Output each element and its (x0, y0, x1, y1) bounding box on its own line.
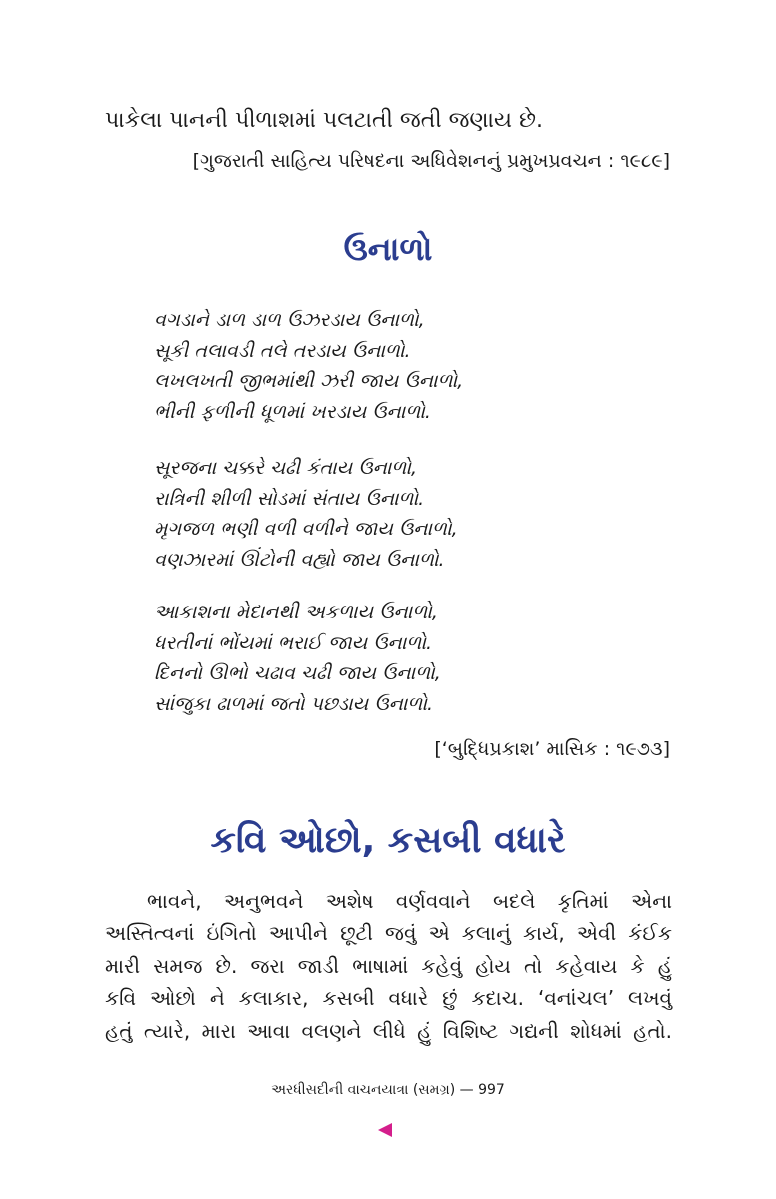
poem-citation: [‘બુદ્ધિપ્રકાશ’ માસિક : ૧૯૭૩] (434, 738, 670, 760)
poem-line: લખલખતી જીભમાંથી ઝરી જાય ઉનાળો, (154, 370, 464, 392)
paragraph-line: કવિ ઓછો ને કલાકાર, કસબી વધારે છું કદાચ. ‘વનાંચલ’ લખવું (105, 986, 672, 1011)
page-footer: અરધીસદીની વાચનયાત્રા (સમગ્ર) — 997 (271, 1082, 505, 1098)
poem-line: ભીની ફળીની ધૂળમાં ખરડાય ઉનાળો. (154, 400, 431, 423)
poem-line: ધરતીનાં ભોંયમાં ભરાઈ જાય ઉનાળો. (154, 631, 432, 654)
poem-line: સૂકી તલાવડી તલે તરડાય ઉનાળો. (154, 339, 411, 362)
poem-title: ઉનાળો (343, 230, 433, 268)
paragraph-line: હતું ત્યારે, મારા આવા વલણને લીધે હું વિશિષ્ટ ગદ્યની શોધમાં હતો. (105, 1018, 672, 1043)
poem-stanza (154, 305, 463, 427)
paragraph-line: અસ્તિત્વનાં ઇંગિતો આપીને છૂટી જવું એ કલાનું કાર્ય, એવી કંઈક (105, 921, 672, 946)
poem-line: સૂરજના ચક્કરે ચઢી કંતાય ઉનાળો, (154, 457, 418, 479)
poem-line: વગડાને ડાળ ડાળ ઉઝરડાય ઉનાળો, (154, 309, 425, 331)
poem-line: મૃગજળ ભણી વળી વળીને જાય ઉનાળો, (154, 518, 458, 540)
poem-line: આકાશના મેદાનથી અકળાય ઉનાળો, (154, 601, 438, 623)
paragraph-line: મારી સમજ છે. જરા જાડી ભાષામાં કહેવું હોય તો કહેવાય કે હું (105, 953, 672, 978)
essay-title: કવિ ઓછો, કસબી વધારે (210, 820, 566, 861)
paragraph-line: ભાવને, અનુભવને અશેષ વર્ણવવાને બદલે કૃતિમાં એના (147, 889, 672, 913)
poem-line: વણઝારમાં ઊંટોની વહ્યો જાય ઉનાળો. (154, 548, 445, 571)
previous-page-arrow-icon[interactable] (378, 1123, 392, 1137)
poem-stanza (154, 453, 458, 575)
poem-line: દિનનો ઊભો ચઢાવ ચઢી જાય ઉનાળો, (154, 662, 441, 684)
intro-citation: [ગુજરાતી સાહિત્ય પરિષદના અધિવેશનનું પ્રમુખપ્રવચન : ૧૯૮૯] (192, 150, 670, 172)
essay-paragraph (105, 885, 672, 1047)
poem-line: સાંજુકા ઢાળમાં જતો પછડાય ઉનાળો. (154, 692, 434, 715)
poem-line: રાત્રિની શીળી સોડમાં સંતાય ઉનાળો. (154, 487, 425, 510)
intro-line: પાકેલા પાનની પીળાશમાં પલટાતી જતી જણાય છે. (105, 108, 544, 133)
poem-stanza (154, 597, 441, 719)
